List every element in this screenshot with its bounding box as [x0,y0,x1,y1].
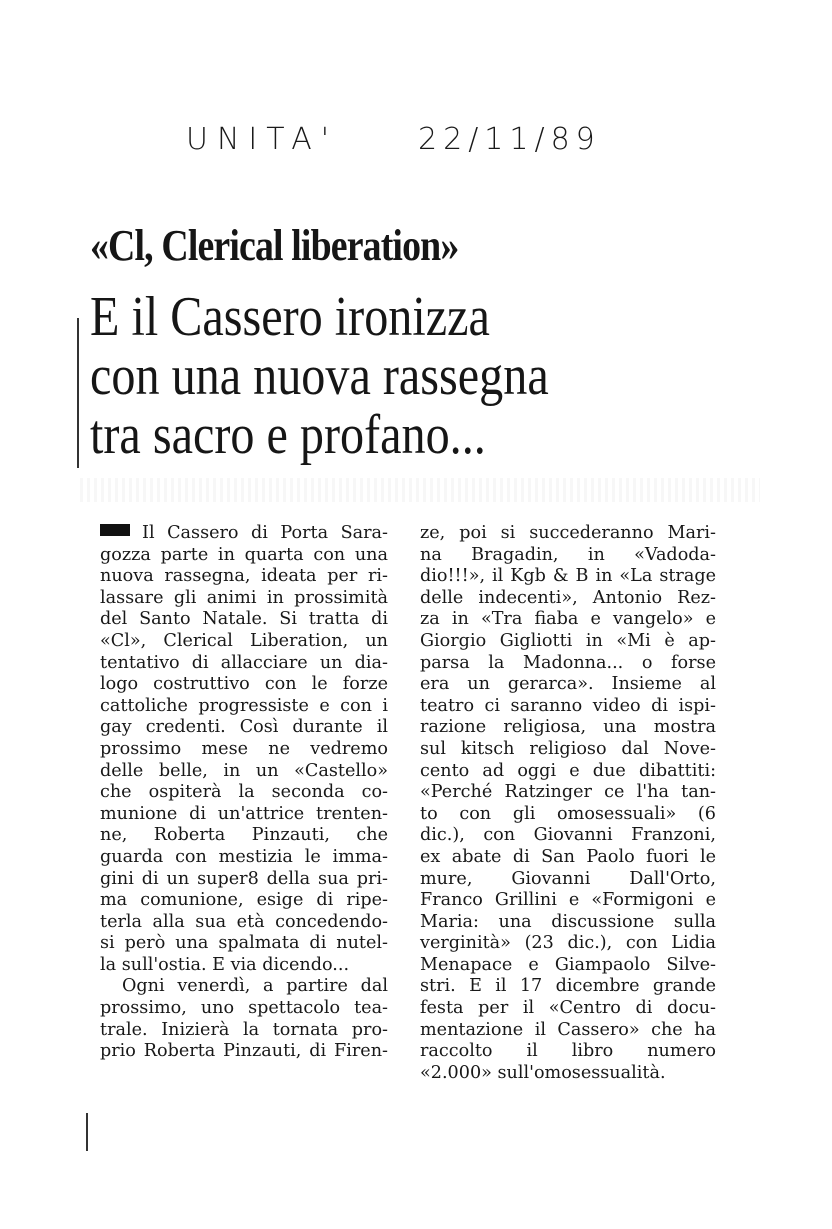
body-line: «Perché Ratzinger ce l'ha tan- [420,782,716,803]
body-line: cento ad oggi e due dibattiti: [420,760,716,781]
headline-line: E il Cassero ironizza [90,286,490,348]
body-line: mure, Giovanni Dall'Orto, [420,868,716,889]
body-line: Ogni venerdì, a partire dal [122,976,388,997]
body-line: parsa la Madonna... o forse [420,652,716,673]
publication-date: 22/11/89 [418,122,601,157]
body-line: stri. E il 17 dicembre grande [420,976,716,997]
body-line: prossimo, uno spettacolo tea- [100,998,388,1019]
bleed-through-noise [80,478,760,502]
body-line: che ospiterà la seconda co- [100,782,388,803]
left-margin-rule-bottom [86,1113,88,1151]
body-line: Giorgio Gigliotti in «Mi è ap- [420,630,716,651]
body-line: festa per il «Centro di docu- [420,998,716,1019]
handwritten-annotation [186,122,601,157]
body-line: del Santo Natale. Si tratta di [100,609,388,630]
body-line: za in «Tra fiaba e vangelo» e [420,609,716,630]
body-line: gay credenti. Così durante il [100,717,388,738]
body-line: gini di un super8 della sua pri- [100,868,388,889]
body-line: Maria: una discussione sulla [420,911,716,932]
body-line: to con gli omosessuali» (6 [420,803,716,824]
body-line: na Bragadin, in «Vadoda- [420,544,716,565]
body-line: dio!!!», il Kgb & B in «La strage [420,566,716,587]
body-line: si però una spalmata di nutel- [100,933,388,954]
body-line: «Cl», Clerical Liberation, un [100,630,388,651]
body-line: ma comunione, esige di ripe- [100,890,388,911]
body-line: Franco Grillini e «Formigoni e [420,890,716,911]
body-line: ex abate di San Paolo fuori le [420,846,716,867]
body-line: nuova rassegna, ideata per ri- [100,566,388,587]
body-line: sul kitsch religioso dal Nove- [420,738,716,759]
headline-line: tra sacro e profano... [90,404,486,466]
body-line: verginità» (23 dic.), con Lidia [420,933,716,954]
body-line: prio Roberta Pinzauti, di Firen- [100,1041,388,1062]
body-line: ne, Roberta Pinzauti, che [100,825,388,846]
article-kicker: «Cl, Clerical liberation» [90,221,459,270]
left-margin-rule [77,318,79,468]
body-line: Menapace e Giampaolo Silve- [420,954,716,975]
paragraph-bullet-icon [100,524,130,536]
body-line: Il Cassero di Porta Sara- [100,523,388,545]
headline-line: con una nuova rassegna [90,345,549,407]
body-line: cattoliche progressiste e con i [100,695,388,716]
article-column-right [420,523,716,1084]
body-line: dic.), con Giovanni Franzoni, [420,825,716,846]
publication-name: UNITA' [186,122,339,157]
body-line: terla alla sua età concedendo- [100,911,388,932]
body-line: trale. Inizierà la tornata pro- [100,1019,388,1040]
body-line: prossimo mese ne vedremo [100,738,388,759]
article-headline [90,288,549,465]
article-column-left [100,523,388,1063]
body-line: tentativo di allacciare un dia- [100,652,388,673]
body-line: era un gerarca». Insieme al [420,674,716,695]
body-line: la sull'ostia. E via dicendo... [100,954,350,975]
body-line: gozza parte in quarta con una [100,544,388,565]
body-line: ze, poi si succederanno Mari- [420,523,716,543]
body-line: teatro ci saranno video di ispi- [420,695,716,716]
body-line: «2.000» sull'omosessualità. [420,1062,666,1083]
body-line: mentazione il Cassero» che ha [420,1019,716,1040]
body-line: munione di un'attrice trenten- [100,803,388,824]
body-line: logo costruttivo con le forze [100,674,388,695]
body-line: razione religiosa, una mostra [420,717,716,738]
body-line: delle indecenti», Antonio Rez- [420,587,716,608]
body-line: raccolto il libro numero [420,1041,716,1062]
body-line: lassare gli animi in prossimità [100,587,388,608]
body-line: guarda con mestizia le imma- [100,846,388,867]
body-line: delle belle, in un «Castello» [100,760,388,781]
